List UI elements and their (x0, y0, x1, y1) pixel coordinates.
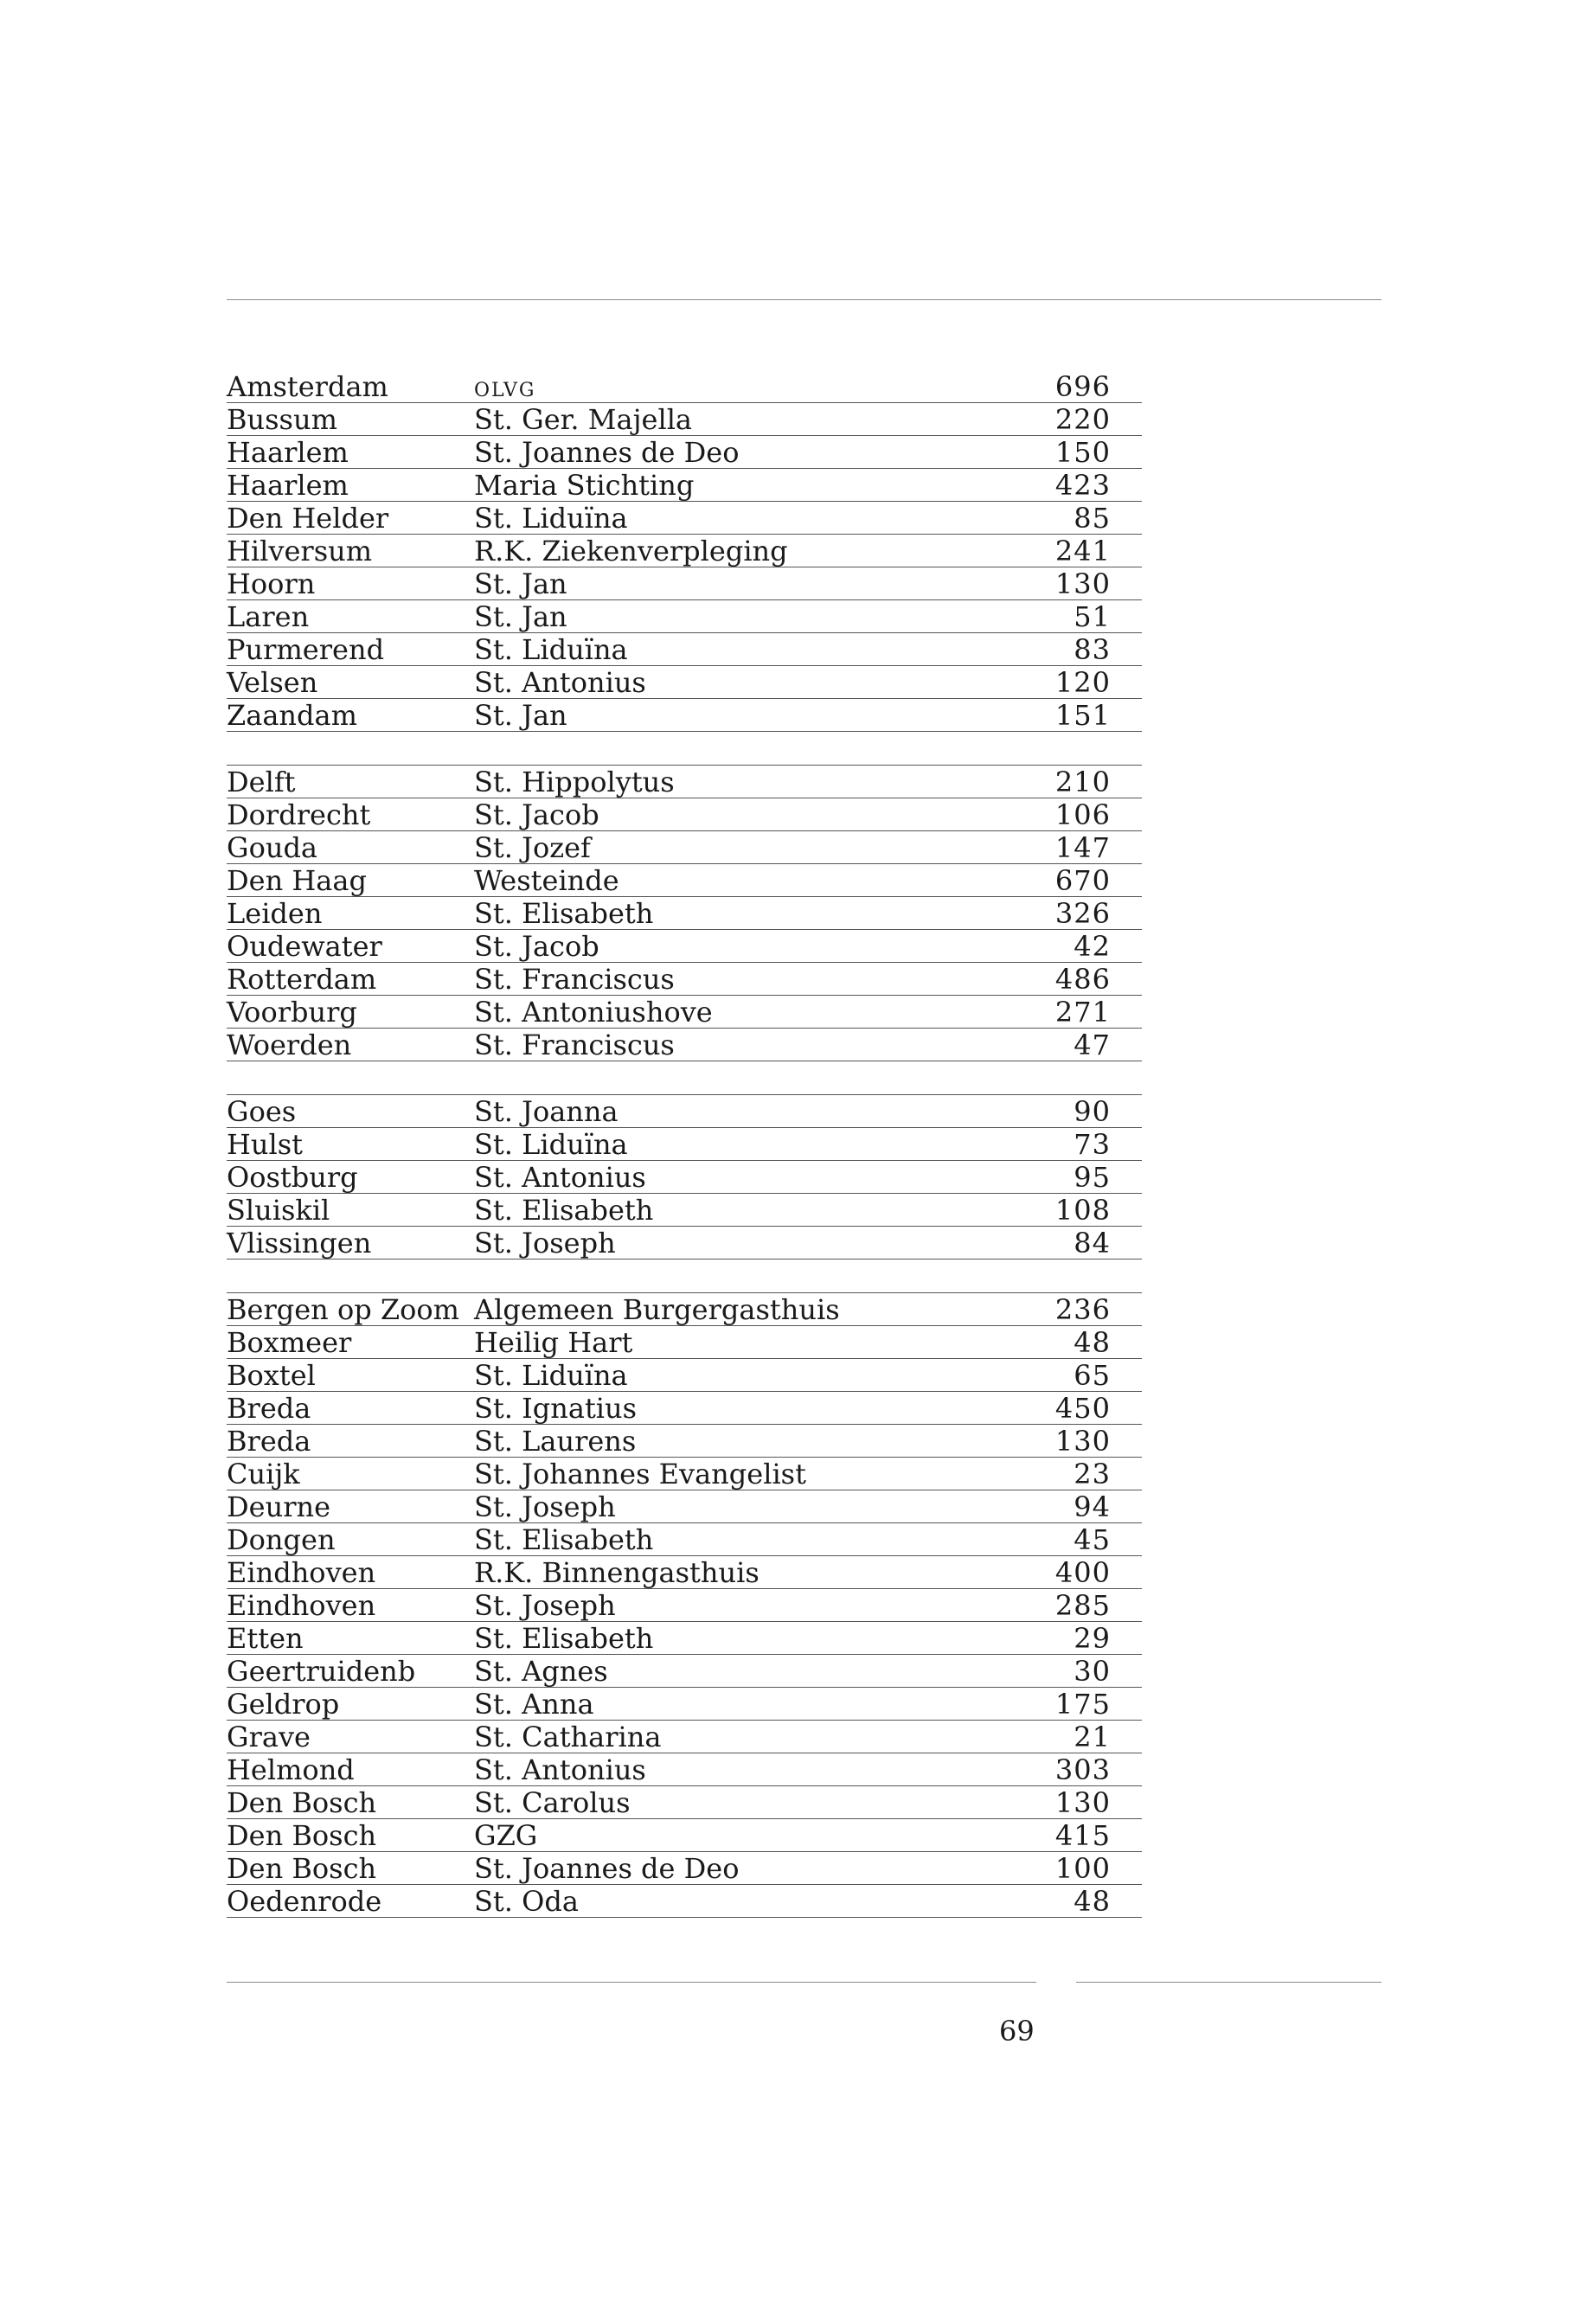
hospital-cell: St. Ger. Majella (474, 403, 692, 436)
hospital-cell: St. Antoniushove (474, 996, 713, 1029)
beds-cell: 151 (1054, 699, 1111, 732)
city-cell: Oudewater (227, 930, 382, 963)
hospital-cell: St. Liduïna (474, 633, 628, 666)
city-cell: Hoorn (227, 567, 316, 600)
hospital-cell: St. Antonius (474, 666, 646, 699)
beds-cell: 326 (1054, 897, 1111, 930)
city-cell: Bergen op Zoom (227, 1293, 459, 1326)
hospital-cell: St. Liduïna (474, 1128, 628, 1161)
hospital-cell: St. Antonius (474, 1753, 646, 1786)
beds-cell: 73 (1074, 1128, 1111, 1161)
table-row (227, 1885, 1142, 1918)
hospital-cell: St. Antonius (474, 1161, 646, 1194)
table-row (227, 1293, 1142, 1326)
beds-cell: 106 (1054, 798, 1111, 831)
city-cell: Deurne (227, 1490, 331, 1523)
beds-cell: 175 (1054, 1688, 1111, 1721)
table-row (227, 1095, 1142, 1128)
beds-cell: 147 (1054, 831, 1111, 864)
hospital-cell: olvg (474, 370, 536, 403)
table-row (227, 502, 1142, 535)
city-cell: Haarlem (227, 469, 349, 502)
city-cell: Den Helder (227, 502, 389, 535)
table-row (227, 1161, 1142, 1194)
beds-cell: 84 (1074, 1227, 1111, 1259)
table-row (227, 699, 1142, 732)
table-row (227, 1523, 1142, 1556)
table-row (227, 1359, 1142, 1392)
beds-cell: 108 (1054, 1194, 1111, 1227)
beds-cell: 47 (1074, 1029, 1111, 1061)
beds-cell: 303 (1054, 1753, 1111, 1786)
beds-cell: 220 (1054, 403, 1111, 436)
hospital-cell: St. Joseph (474, 1490, 616, 1523)
beds-cell: 670 (1054, 864, 1111, 897)
beds-cell: 94 (1074, 1490, 1111, 1523)
hospital-bed-table (227, 370, 1142, 1918)
hospital-cell: Heilig Hart (474, 1326, 633, 1359)
beds-cell: 23 (1074, 1458, 1111, 1490)
beds-cell: 241 (1054, 535, 1111, 567)
city-cell: Grave (227, 1721, 311, 1753)
hospital-cell: St. Elisabeth (474, 1194, 654, 1227)
beds-cell: 271 (1054, 996, 1111, 1029)
hospital-cell: St. Elisabeth (474, 897, 654, 930)
city-cell: Den Bosch (227, 1786, 377, 1819)
city-cell: Sluiskil (227, 1194, 330, 1227)
table-row (227, 831, 1142, 864)
page-number: 69 (999, 2015, 1035, 2048)
city-cell: Etten (227, 1622, 304, 1655)
beds-cell: 130 (1054, 1425, 1111, 1458)
table-row (227, 1490, 1142, 1523)
city-cell: Hulst (227, 1128, 304, 1161)
beds-cell: 423 (1054, 469, 1111, 502)
table-row (227, 864, 1142, 897)
city-cell: Rotterdam (227, 963, 377, 996)
hospital-cell: St. Anna (474, 1688, 594, 1721)
hospital-cell: St. Jan (474, 567, 567, 600)
table-row (227, 567, 1142, 600)
table-row (227, 370, 1142, 403)
hospital-cell: St. Elisabeth (474, 1523, 654, 1556)
city-cell: Eindhoven (227, 1589, 376, 1622)
beds-cell: 130 (1054, 1786, 1111, 1819)
beds-cell: 210 (1054, 766, 1111, 798)
beds-cell: 29 (1074, 1622, 1111, 1655)
city-cell: Breda (227, 1392, 311, 1425)
table-row (227, 798, 1142, 831)
table-row (227, 1688, 1142, 1721)
city-cell: Leiden (227, 897, 323, 930)
table-row (227, 1721, 1142, 1753)
hospital-cell: St. Joseph (474, 1227, 616, 1259)
city-cell: Dongen (227, 1523, 336, 1556)
table-row (227, 1753, 1142, 1786)
beds-cell: 415 (1054, 1819, 1111, 1852)
table-row (227, 403, 1142, 436)
beds-cell: 48 (1074, 1326, 1111, 1359)
hospital-cell: St. Jan (474, 699, 567, 732)
city-cell: Oedenrode (227, 1885, 382, 1918)
city-cell: Haarlem (227, 436, 349, 469)
hospital-cell: Westeinde (474, 864, 619, 897)
footer-rule-right (1076, 1982, 1381, 1983)
header-rule (227, 299, 1381, 300)
hospital-cell: St. Catharina (474, 1721, 662, 1753)
beds-cell: 450 (1054, 1392, 1111, 1425)
hospital-cell: St. Joseph (474, 1589, 616, 1622)
table-group (227, 765, 1142, 1061)
table-row (227, 996, 1142, 1029)
hospital-cell: St. Jozef (474, 831, 591, 864)
beds-cell: 130 (1054, 567, 1111, 600)
hospital-cell: St. Agnes (474, 1655, 608, 1688)
hospital-cell: St. Laurens (474, 1425, 637, 1458)
beds-cell: 21 (1074, 1721, 1111, 1753)
table-row (227, 469, 1142, 502)
table-row (227, 1326, 1142, 1359)
table-row (227, 1029, 1142, 1061)
beds-cell: 65 (1074, 1359, 1111, 1392)
city-cell: Eindhoven (227, 1556, 376, 1589)
table-row (227, 897, 1142, 930)
hospital-cell: R.K. Ziekenverpleging (474, 535, 788, 567)
beds-cell: 51 (1074, 600, 1111, 633)
beds-cell: 696 (1054, 370, 1111, 403)
hospital-cell: St. Liduïna (474, 1359, 628, 1392)
table-row (227, 1425, 1142, 1458)
beds-cell: 285 (1054, 1589, 1111, 1622)
beds-cell: 150 (1054, 436, 1111, 469)
hospital-cell: Algemeen Burgergasthuis (474, 1293, 840, 1326)
city-cell: Bussum (227, 403, 337, 436)
table-row (227, 1852, 1142, 1885)
hospital-cell: R.K. Binnengasthuis (474, 1556, 760, 1589)
beds-cell: 400 (1054, 1556, 1111, 1589)
city-cell: Den Bosch (227, 1852, 377, 1885)
table-row (227, 633, 1142, 666)
hospital-cell: St. Liduïna (474, 502, 628, 535)
table-row (227, 963, 1142, 996)
beds-cell: 95 (1074, 1161, 1111, 1194)
city-cell: Cuijk (227, 1458, 300, 1490)
hospital-cell: St. Jacob (474, 798, 599, 831)
beds-cell: 90 (1074, 1095, 1111, 1128)
hospital-cell: St. Joannes de Deo (474, 1852, 740, 1885)
table-row (227, 535, 1142, 567)
hospital-cell: St. Franciscus (474, 1029, 675, 1061)
table-row (227, 1392, 1142, 1425)
city-cell: Boxtel (227, 1359, 316, 1392)
table-row (227, 1458, 1142, 1490)
table-group (227, 1292, 1142, 1918)
beds-cell: 85 (1074, 502, 1111, 535)
city-cell: Voorburg (227, 996, 357, 1029)
city-cell: Geertruidenb (227, 1655, 416, 1688)
beds-cell: 48 (1074, 1885, 1111, 1918)
city-cell: Gouda (227, 831, 317, 864)
hospital-cell: St. Ignatius (474, 1392, 638, 1425)
beds-cell: 30 (1074, 1655, 1111, 1688)
table-row (227, 1128, 1142, 1161)
beds-cell: 100 (1054, 1852, 1111, 1885)
city-cell: Geldrop (227, 1688, 340, 1721)
footer-rule-left (227, 1982, 1036, 1983)
table-row (227, 1622, 1142, 1655)
city-cell: Dordrecht (227, 798, 371, 831)
hospital-cell: Maria Stichting (474, 469, 695, 502)
table-row (227, 666, 1142, 699)
table-row (227, 436, 1142, 469)
hospital-cell: St. Oda (474, 1885, 579, 1918)
table-row (227, 1556, 1142, 1589)
beds-cell: 236 (1054, 1293, 1111, 1326)
hospital-cell: GZG (474, 1819, 538, 1852)
city-cell: Zaandam (227, 699, 357, 732)
beds-cell: 83 (1074, 633, 1111, 666)
table-row (227, 1655, 1142, 1688)
table-row (227, 766, 1142, 798)
table-row (227, 1589, 1142, 1622)
city-cell: Velsen (227, 666, 318, 699)
hospital-cell: St. Joannes de Deo (474, 436, 740, 469)
city-cell: Woerden (227, 1029, 352, 1061)
city-cell: Oostburg (227, 1161, 358, 1194)
beds-cell: 45 (1074, 1523, 1111, 1556)
beds-cell: 486 (1054, 963, 1111, 996)
city-cell: Den Bosch (227, 1819, 377, 1852)
city-cell: Amsterdam (227, 370, 388, 403)
beds-cell: 42 (1074, 930, 1111, 963)
hospital-cell: St. Franciscus (474, 963, 675, 996)
city-cell: Delft (227, 766, 296, 798)
table-row (227, 600, 1142, 633)
city-cell: Den Haag (227, 864, 367, 897)
hospital-cell: St. Jan (474, 600, 567, 633)
table-row (227, 1819, 1142, 1852)
city-cell: Helmond (227, 1753, 355, 1786)
hospital-cell: St. Johannes Evangelist (474, 1458, 806, 1490)
table-row (227, 930, 1142, 963)
table-group (227, 1094, 1142, 1259)
hospital-cell: St. Elisabeth (474, 1622, 654, 1655)
table-group (227, 370, 1142, 732)
city-cell: Laren (227, 600, 310, 633)
city-cell: Breda (227, 1425, 311, 1458)
hospital-cell: St. Hippolytus (474, 766, 675, 798)
city-cell: Vlissingen (227, 1227, 372, 1259)
table-row (227, 1194, 1142, 1227)
beds-cell: 120 (1054, 666, 1111, 699)
hospital-cell: St. Joanna (474, 1095, 619, 1128)
city-cell: Boxmeer (227, 1326, 352, 1359)
hospital-cell: St. Jacob (474, 930, 599, 963)
city-cell: Goes (227, 1095, 297, 1128)
table-row (227, 1786, 1142, 1819)
city-cell: Purmerend (227, 633, 385, 666)
hospital-cell: St. Carolus (474, 1786, 631, 1819)
table-row (227, 1227, 1142, 1259)
city-cell: Hilversum (227, 535, 373, 567)
